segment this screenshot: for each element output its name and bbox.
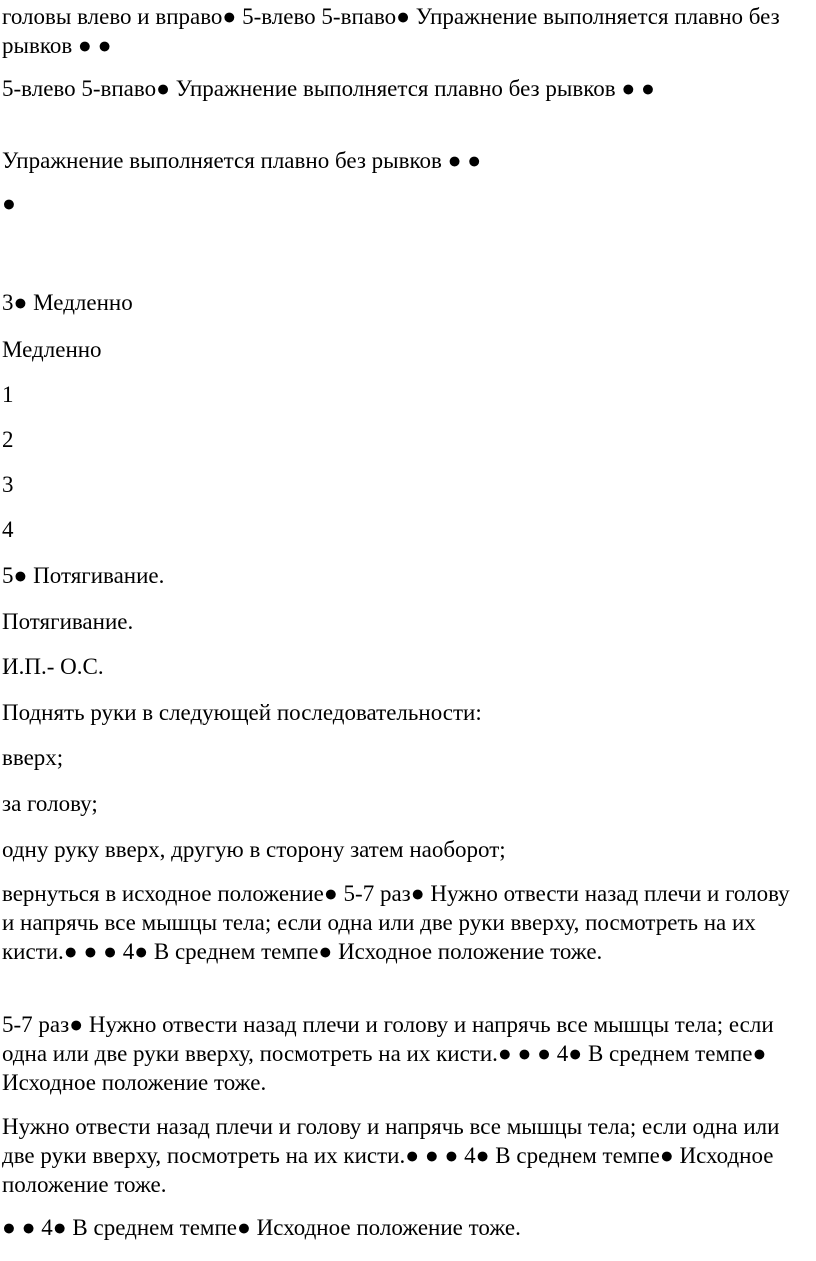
paragraph-18: вернуться в исходное положение● 5-7 раз● Нужно отвести назад плечи и голову и напрячь все мышцы тела; если одна или две руки вверху, посмотреть на их кисти.● ● ● 4● В среднем темпе● Исходное положение тоже. <box>2 881 790 964</box>
paragraph-3: Упражнение выполняется плавно без рывков ● ● <box>2 148 482 173</box>
paragraph-19: 5-7 раз● Нужно отвести назад плечи и голову и напрячь все мышцы тела; если одна или две руки вверху, посмотреть на их кисти.● ● ● 4● В среднем темпе● Исходное положение тоже. <box>2 1012 774 1095</box>
paragraph-4: ● <box>2 191 16 216</box>
paragraph-16: за голову; <box>2 791 98 816</box>
paragraph-1: головы влево и вправо● 5-влево 5-впаво● Упражнение выполняется плавно без рывков ● ● <box>2 4 780 58</box>
paragraph-20: Нужно отвести назад плечи и голову и напрячь все мышцы тела; если одна или две руки вверху, посмотреть на их кисти.● ● ● 4● В среднем темпе● Исходное положение тоже. <box>2 1114 780 1197</box>
paragraph-12: Потягивание. <box>2 609 134 634</box>
paragraph-9: 3 <box>2 472 14 497</box>
paragraph-15: вверх; <box>2 745 64 770</box>
paragraph-11: 5● Потягивание. <box>2 563 165 588</box>
paragraph-10: 4 <box>2 517 14 542</box>
paragraph-7: 1 <box>2 382 14 407</box>
paragraph-8: 2 <box>2 427 14 452</box>
paragraph-14: Поднять руки в следующей последовательности: <box>2 700 482 725</box>
paragraph-17: одну руку вверх, другую в сторону затем наоборот; <box>2 837 506 862</box>
paragraph-2: 5-влево 5-впаво● Упражнение выполняется плавно без рывков ● ● <box>2 76 655 101</box>
paragraph-13: И.П.- О.С. <box>2 654 104 679</box>
paragraph-21: ● ● 4● В среднем темпе● Исходное положение тоже. <box>2 1215 521 1240</box>
paragraph-5: 3● Медленно <box>2 290 133 315</box>
paragraph-6: Медленно <box>2 337 102 362</box>
